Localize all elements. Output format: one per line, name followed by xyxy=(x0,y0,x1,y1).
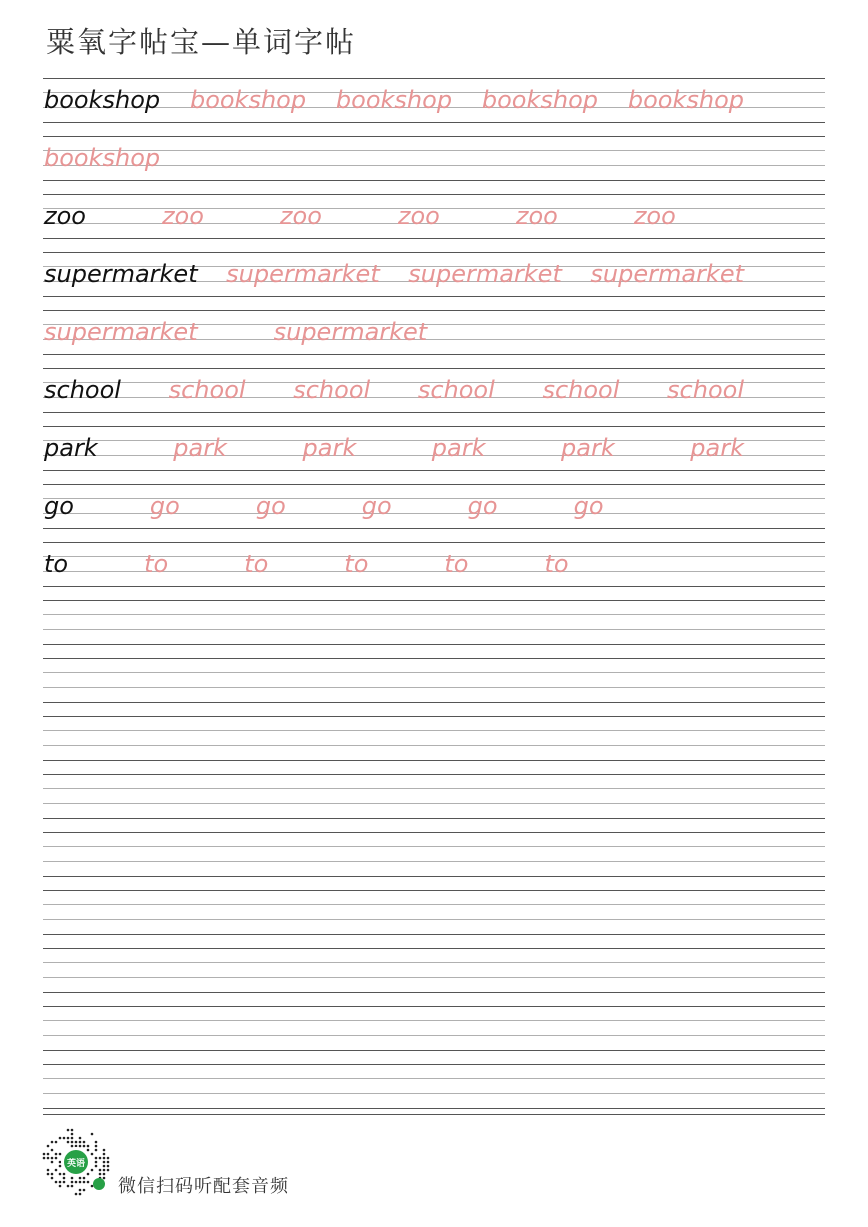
ruled-line xyxy=(43,600,825,601)
trace-word: supermarket xyxy=(44,318,198,346)
row-words xyxy=(43,373,825,407)
ruled-line xyxy=(43,310,825,311)
trace-word: to xyxy=(144,550,169,578)
writing-row xyxy=(43,716,825,774)
trace-word: to xyxy=(544,550,569,578)
row-words xyxy=(43,141,825,175)
ruled-line xyxy=(43,586,825,587)
ruled-line xyxy=(43,528,825,529)
trace-word: bookshop xyxy=(44,144,161,172)
trace-word: go xyxy=(361,492,392,520)
ruled-line xyxy=(43,658,825,659)
ruled-line xyxy=(43,644,825,645)
ruled-line xyxy=(43,1006,825,1007)
row-words xyxy=(43,779,825,813)
trace-word: park xyxy=(561,434,615,462)
ruled-line xyxy=(43,484,825,485)
ruled-line xyxy=(43,296,825,297)
ruled-line xyxy=(43,832,825,833)
ruled-line xyxy=(43,238,825,239)
trace-word: supermarket xyxy=(590,260,744,288)
page-title: 粟氧字帖宝—单词字帖 xyxy=(46,25,357,59)
qr-badge-label: 英语 xyxy=(66,1159,86,1169)
ruled-line xyxy=(43,136,825,137)
writing-row xyxy=(43,542,825,600)
row-words xyxy=(43,489,825,523)
trace-word: bookshop xyxy=(189,86,307,114)
row-words xyxy=(43,315,825,349)
ruled-line xyxy=(43,194,825,195)
trace-word: school xyxy=(293,376,371,404)
row-words xyxy=(43,663,825,697)
writing-row xyxy=(43,484,825,542)
row-words xyxy=(43,837,825,871)
trace-word: go xyxy=(467,492,498,520)
ruled-line xyxy=(43,876,825,877)
writing-row xyxy=(43,426,825,484)
qr-code-icon[interactable] xyxy=(42,1128,110,1196)
footer-caption: 微信扫码听配套音频 xyxy=(118,1176,289,1197)
ruled-line xyxy=(43,412,825,413)
ruled-line xyxy=(43,760,825,761)
ruled-line xyxy=(43,542,825,543)
writing-row xyxy=(43,890,825,948)
ruled-line xyxy=(43,426,825,427)
trace-word: bookshop xyxy=(481,86,599,114)
row-words xyxy=(43,199,825,233)
row-words xyxy=(43,257,825,291)
trace-word: zoo xyxy=(397,202,440,230)
trace-word: school xyxy=(667,376,744,404)
trace-word: supermarket xyxy=(226,260,380,288)
trace-word: zoo xyxy=(161,202,204,230)
trace-word: park xyxy=(173,434,227,462)
writing-row xyxy=(43,310,825,368)
trace-word: zoo xyxy=(515,202,558,230)
ruled-line xyxy=(43,948,825,949)
model-word: zoo xyxy=(44,202,86,230)
trace-word: park xyxy=(302,434,357,462)
ruled-line xyxy=(43,934,825,935)
row-words xyxy=(43,605,825,639)
writing-row xyxy=(43,252,825,310)
trace-word: school xyxy=(542,376,620,404)
row-words xyxy=(43,1011,825,1045)
writing-row xyxy=(43,78,825,136)
ruled-line xyxy=(43,368,825,369)
row-words xyxy=(43,721,825,755)
trace-word: go xyxy=(255,492,286,520)
trace-word: zoo xyxy=(633,202,676,230)
writing-row xyxy=(43,1006,825,1064)
trace-word: bookshop xyxy=(627,86,744,114)
trace-word: to xyxy=(244,550,269,578)
writing-row xyxy=(43,832,825,890)
ruled-line xyxy=(43,252,825,253)
row-words xyxy=(43,953,825,987)
trace-word: park xyxy=(690,434,744,462)
trace-word: go xyxy=(149,492,180,520)
ruled-line xyxy=(43,1108,825,1109)
trace-word: to xyxy=(344,550,369,578)
trace-word: zoo xyxy=(279,202,322,230)
ruled-line xyxy=(43,818,825,819)
ruled-line xyxy=(43,354,825,355)
model-word: go xyxy=(44,492,74,520)
model-word: to xyxy=(44,550,69,578)
writing-row xyxy=(43,948,825,1006)
ruled-line xyxy=(43,1064,825,1065)
trace-word: school xyxy=(168,376,246,404)
writing-row xyxy=(43,658,825,716)
bottom-rule xyxy=(43,1114,825,1115)
model-word: supermarket xyxy=(44,260,198,288)
practice-sheet xyxy=(43,78,825,1122)
ruled-line xyxy=(43,992,825,993)
ruled-line xyxy=(43,774,825,775)
trace-word: park xyxy=(431,434,486,462)
model-word: school xyxy=(44,376,121,404)
row-words xyxy=(43,431,825,465)
row-words xyxy=(43,895,825,929)
trace-word: bookshop xyxy=(335,86,453,114)
ruled-line xyxy=(43,122,825,123)
ruled-line xyxy=(43,702,825,703)
ruled-line xyxy=(43,470,825,471)
writing-row xyxy=(43,774,825,832)
trace-word: supermarket xyxy=(408,260,562,288)
ruled-line xyxy=(43,1050,825,1051)
model-word: bookshop xyxy=(44,86,161,114)
row-words xyxy=(43,547,825,581)
writing-row xyxy=(43,136,825,194)
writing-row xyxy=(43,194,825,252)
ruled-line xyxy=(43,890,825,891)
model-word: park xyxy=(44,434,98,462)
trace-word: supermarket xyxy=(273,318,428,346)
ruled-line xyxy=(43,180,825,181)
trace-word: go xyxy=(573,492,604,520)
row-words xyxy=(43,83,825,117)
writing-row xyxy=(43,368,825,426)
row-words xyxy=(43,1069,825,1103)
ruled-line xyxy=(43,78,825,79)
ruled-line xyxy=(43,716,825,717)
trace-word: school xyxy=(417,376,495,404)
trace-word: to xyxy=(444,550,469,578)
writing-row xyxy=(43,600,825,658)
footer xyxy=(42,1128,342,1198)
